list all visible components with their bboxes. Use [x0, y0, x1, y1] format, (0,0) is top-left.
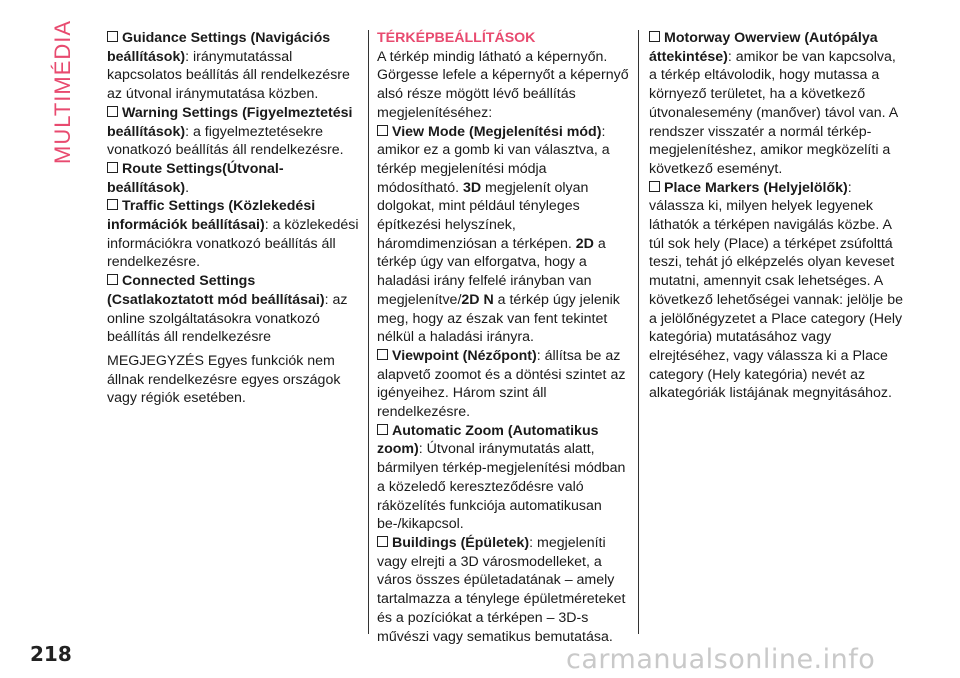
- menu-item-guidance: [107, 29, 362, 104]
- item-heading: Buildings (Épületek): [392, 534, 530, 551]
- menu-item-buildings: [377, 534, 631, 646]
- checkbox-icon: [107, 199, 118, 210]
- item-heading: Place Markers (Helyjelölők): [664, 179, 848, 196]
- item-heading: Traffic Settings (Közlekedési információk beállításai): [107, 198, 316, 234]
- checkbox-icon: [649, 181, 660, 192]
- page-number: 218: [30, 642, 72, 666]
- item-text: : megjeleníti vagy elrejti a 3D városmodelleket, a város összes épületadatának – amely tartalmazza a ténylege épületméreteket és a pozíciókat a térképen – 3D-s művészi vagy sematikus bemutatása.: [377, 534, 626, 645]
- item-text: : állítsa be az alapvető zoomot és a döntési szintet az igényeihez. Három szint áll rendelkezésre.: [377, 347, 626, 421]
- column-2: [377, 29, 631, 646]
- item-text: a térkép úgy van elforgatva, hogy a haladási irány felfelé irányban van megjelenítve/: [377, 235, 606, 308]
- item-text: : amikor ez a gomb ki van választva, a térkép megjelenítési módja módosítható.: [377, 123, 610, 196]
- checkbox-icon: [377, 536, 388, 547]
- checkbox-icon: [107, 106, 118, 117]
- item-text: .: [185, 179, 190, 196]
- item-text: : az online szolgáltatásokra vonatkozó beállítás áll rendelkezésre: [107, 291, 348, 346]
- column-1: [107, 29, 362, 408]
- item-text: : a közlekedési információkra vonatkozó beállítás áll rendelkezésre.: [107, 217, 359, 271]
- checkbox-icon: [377, 349, 388, 360]
- item-text: : iránymutatással kapcsolatos beállítás áll rendelkezésre az útvonal iránymutatása közben.: [107, 48, 350, 103]
- column-divider-2: [638, 30, 639, 634]
- item-text: : válassza ki, milyen helyek legyenek láthatók a térképen navigálás közbe. A túl sok hely (Place) a térképet zsúfolttá teszi, tehát jó elképzelés olyan keveset mutatni, amennyit csak lehetséges. A következő lehetőségei vannak: jelölje be a jelölőnégyzetet a Place category (Hely kategória) mutatásához vagy elrejtéséhez, vagy válassza ki a Place category (Hely kategória) nevét az alkategóriák listájának megnyitásához.: [649, 179, 903, 402]
- menu-item-view-mode: [377, 123, 631, 347]
- checkbox-icon: [377, 424, 388, 435]
- watermark: carmanualsonline.info: [566, 644, 876, 675]
- item-text: : a figyelmeztetésekre vonatkozó beállítás áll rendelkezésre.: [107, 123, 344, 159]
- item-heading: Motorway Owerview (Autópálya áttekintése): [649, 30, 878, 65]
- column-divider-1: [368, 30, 369, 634]
- item-text: : amikor be van kapcsolva, a térkép eltávolodik, hogy mutassa a környező területet, ha a következő útvonalesemény (manőver) távol van. A rendszer visszatér a normál térkép-megjelenítéshez, amikor megközelíti a következő eseményt.: [649, 48, 898, 177]
- item-heading: Connected Settings (Csatlakoztatott mód beállításai): [107, 273, 325, 308]
- checkbox-icon: [107, 162, 118, 173]
- item-text: : Útvonal iránymutatás alatt, bármilyen térkép-megjelenítési módban a közeledő kereszteződésre való ráközelítés funkciója automatikusan be-/kikapcsol.: [377, 441, 626, 533]
- intro-paragraph: A térkép mindig látható a képernyőn. Görgesse lefele a képernyőt a képernyő alsó része mögött lévő beállítás megjelenítéséhez:: [377, 48, 629, 121]
- column-3: [649, 29, 905, 403]
- menu-item-route: [107, 160, 362, 197]
- menu-item-motorway-overview: [649, 29, 905, 179]
- menu-item-auto-zoom: [377, 422, 631, 534]
- note-paragraph: MEGJEGYZÉS Egyes funkciók nem állnak rendelkezésre egyes országok vagy régiók esetében.: [107, 352, 341, 407]
- menu-item-traffic: [107, 197, 362, 272]
- item-heading: Automatic Zoom (Automatikus zoom): [377, 422, 599, 458]
- item-heading: Guidance Settings (Navigációs beállítások): [107, 30, 331, 65]
- checkbox-icon: [107, 274, 118, 285]
- checkbox-icon: [107, 31, 118, 42]
- checkbox-icon: [649, 31, 660, 42]
- menu-item-warning: [107, 104, 362, 160]
- item-heading: Viewpoint (Nézőpont): [392, 347, 537, 364]
- item-heading: Route Settings(Útvonal-beállítások): [107, 160, 284, 196]
- menu-item-connected: [107, 272, 362, 347]
- menu-item-place-markers: [649, 179, 905, 403]
- mode-label-2d: 2D: [575, 235, 594, 252]
- menu-item-viewpoint: [377, 347, 631, 422]
- item-text: megjelenít olyan dolgokat, mint például tényleges építkezési helyszínek, háromdimenziósan a térképen.: [377, 179, 589, 252]
- checkbox-icon: [377, 125, 388, 136]
- mode-label-3d: 3D: [462, 179, 482, 196]
- item-text: a térkép úgy jelenik meg, hogy az észak van fent tekintet nélkül a haladási irányra.: [377, 291, 620, 346]
- mode-label-2dn: 2D N: [461, 291, 494, 308]
- item-heading: Warning Settings (Figyelmeztetési beállítások): [107, 104, 353, 140]
- section-heading: TÉRKÉPBEÁLLÍTÁSOK: [377, 30, 536, 46]
- section-side-title: MULTIMÉDIA: [50, 19, 75, 164]
- item-heading: View Mode (Megjelenítési mód): [392, 123, 602, 140]
